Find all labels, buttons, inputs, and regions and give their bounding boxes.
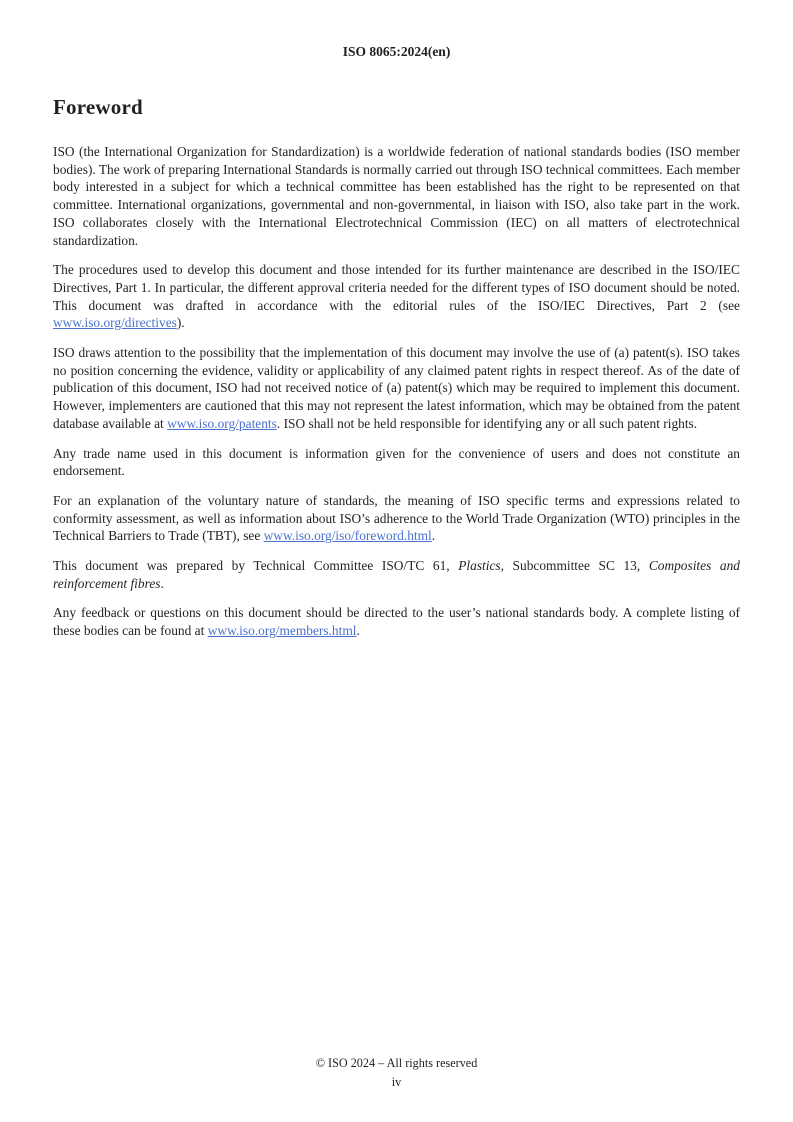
paragraph-text: ).	[176, 315, 185, 331]
copyright-notice: © ISO 2024 – All rights reserved	[315, 1056, 478, 1070]
paragraph-trade-name	[53, 445, 740, 480]
paragraph-text: For an explanation of the voluntary nature of standards, the meaning of ISO specific terms and expressions related to conformity assessment, as well as information about ISO’s adherence to the World Trade Organization (WTO) principles in the Technical Barriers to Trade (TBT), see	[53, 492, 740, 544]
paragraph-text: ISO (the International Organization for Standardization) is a worldwide federation of national standards bodies (ISO member bodies). The work of preparing International Standards is normally carried out through ISO technical committees. Each member body interested in a subject for which a technical committee has been established has the right to be represented on that committee. International organizations, governmental and non-governmental, in liaison with ISO, also take part in the work. ISO collaborates closely with the International Electrotechnical Commission (IEC) on all matters of electrotechnical standardization.	[53, 144, 740, 248]
paragraph-procedures	[53, 261, 740, 332]
page-number: iv	[391, 1075, 402, 1089]
subcommittee-name-composites: Composites and reinforcement fibres	[53, 558, 740, 591]
members-link[interactable]: www.iso.org/members.html	[207, 623, 357, 639]
page-title: Foreword	[53, 95, 143, 119]
page-content	[53, 82, 740, 652]
document-reference: ISO 8065:2024(en)	[342, 44, 451, 59]
blank-space	[53, 652, 740, 1054]
paragraph-committee	[53, 557, 740, 592]
paragraph-text: .	[160, 575, 164, 591]
paragraph-text: Any trade name used in this document is information given for the convenience of users and does not constitute an endorsement.	[53, 445, 740, 479]
paragraph-text: ISO draws attention to the possibility that the implementation of this document may involve the use of (a) patent(s). ISO takes no position concerning the evidence, validity or applicability of any claimed patent rights in respect thereof. As of the date of publication of this document, ISO had not received notice of (a) patent(s) which may be required to implement this document. However, implementers are cautioned that this may not represent the latest information, which may be obtained from the patent database available at	[53, 345, 740, 431]
paragraph-feedback	[53, 604, 740, 639]
paragraph-text: This document was prepared by Technical Committee ISO/TC 61,	[53, 558, 459, 574]
patents-link[interactable]: www.iso.org/patents	[167, 415, 277, 431]
paragraph-text: .	[356, 623, 360, 639]
paragraph-text: Any feedback or questions on this document should be directed to the user’s national standards body. A complete listing of these bodies can be found at	[53, 605, 740, 639]
page-footer	[53, 1054, 740, 1100]
committee-name-plastics: Plastics	[458, 558, 501, 574]
paragraph-wto	[53, 492, 740, 545]
foreword-link[interactable]: www.iso.org/iso/foreword.html	[263, 528, 432, 544]
paragraph-patents	[53, 344, 740, 433]
directives-link[interactable]: www.iso.org/directives	[53, 315, 177, 331]
paragraph-text: .	[431, 528, 436, 544]
running-header	[53, 44, 740, 60]
paragraph-iso-federation	[53, 143, 740, 249]
paragraph-text: . ISO shall not be held responsible for identifying any or all such patent rights.	[276, 415, 698, 431]
paragraph-text: , Subcommittee SC 13,	[500, 558, 649, 574]
paragraph-text: The procedures used to develop this document and those intended for its further maintenance are described in the ISO/IEC Directives, Part 1. In particular, the different approval criteria needed for the different types of ISO document should be noted. This document was drafted in accordance with the editorial rules of the ISO/IEC Directives, Part 2 (see	[53, 262, 740, 313]
